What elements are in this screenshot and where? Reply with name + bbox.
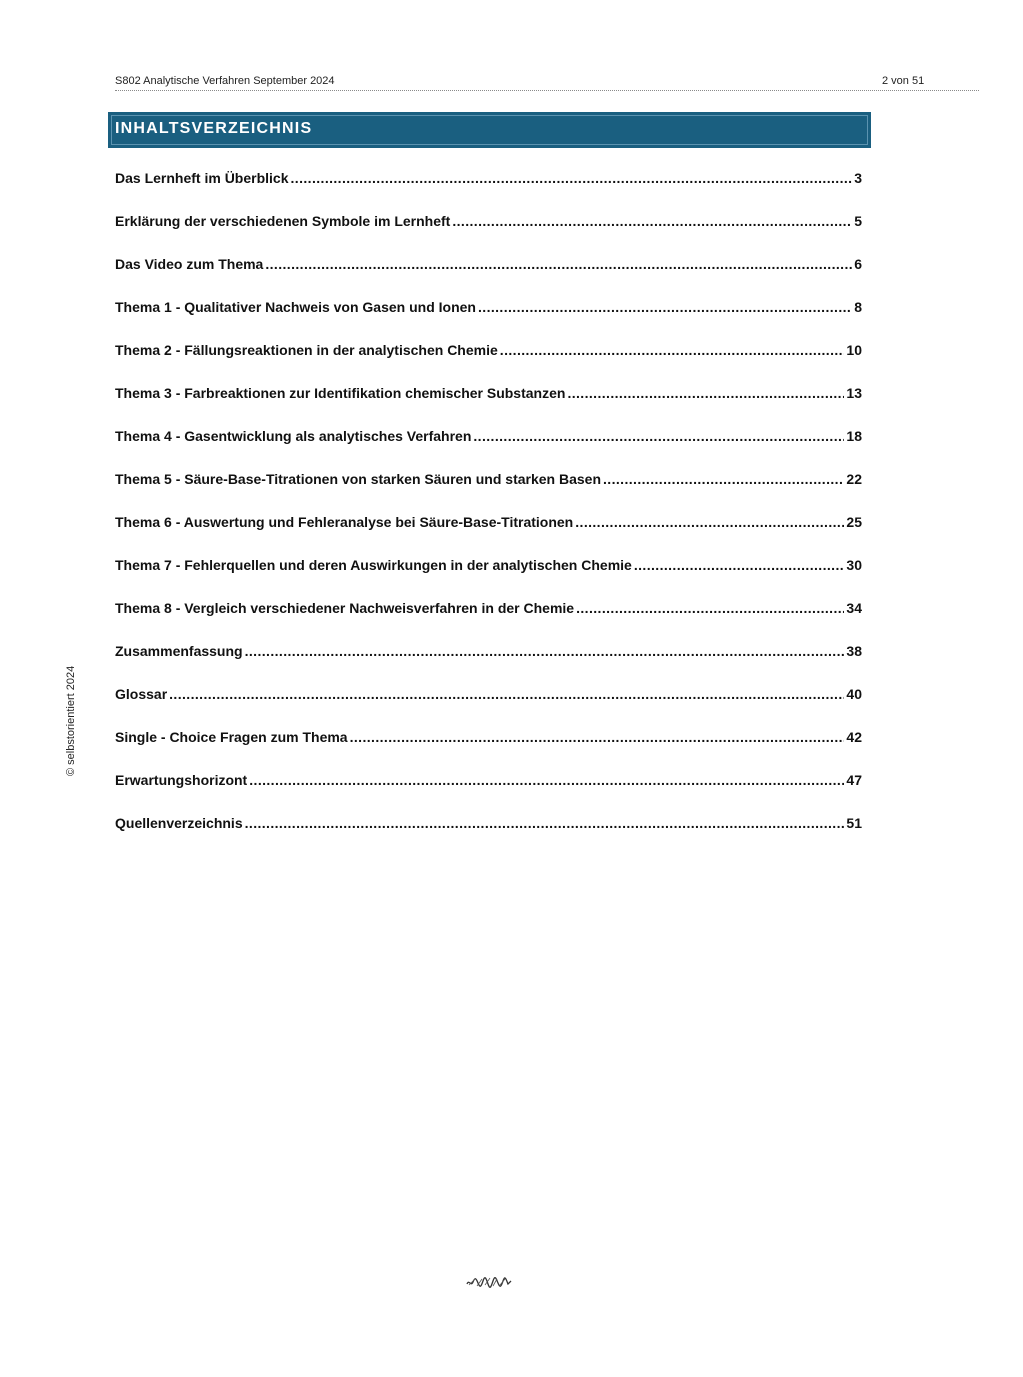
- toc-entry-page-number: 42: [846, 729, 862, 745]
- toc-entry-page-number: 3: [854, 170, 862, 186]
- toc-entry[interactable]: [115, 640, 862, 683]
- toc-entry[interactable]: [115, 554, 862, 597]
- logo-scribble-icon: [466, 1275, 512, 1289]
- toc-dot-leader: [169, 683, 844, 705]
- toc-dot-leader: [473, 425, 844, 447]
- toc-dot-leader: [634, 554, 845, 576]
- copyright-vertical: © selbstorientiert 2024: [65, 665, 77, 776]
- toc-dot-leader: [567, 382, 844, 404]
- toc-entry[interactable]: [115, 597, 862, 640]
- toc-entry-page-number: 34: [846, 600, 862, 616]
- toc-dot-leader: [350, 726, 845, 748]
- toc-dot-leader: [245, 812, 845, 834]
- toc-entry[interactable]: [115, 382, 862, 425]
- toc-entry-page-number: 10: [846, 342, 862, 358]
- toc-heading: INHALTSVERZEICHNIS: [115, 120, 313, 137]
- toc-dot-leader: [500, 339, 845, 361]
- toc-entry[interactable]: [115, 253, 862, 296]
- toc-entry[interactable]: [115, 339, 862, 382]
- toc-entry-page-number: 6: [854, 256, 862, 272]
- toc-dot-leader: [603, 468, 844, 490]
- toc-entry-title[interactable]: Thema 6 - Auswertung und Fehleranalyse bei Säure-Base-Titrationen: [115, 514, 574, 530]
- toc-entry-title[interactable]: Das Lernheft im Überblick: [115, 170, 289, 186]
- toc-entry[interactable]: [115, 468, 862, 511]
- toc-entry-page-number: 40: [846, 686, 862, 702]
- toc-entry-title[interactable]: Thema 1 - Qualitativer Nachweis von Gasen und Ionen: [115, 299, 476, 315]
- toc-entry-title[interactable]: Thema 7 - Fehlerquellen und deren Auswirkungen in der analytischen Chemie: [115, 557, 632, 573]
- page-header: [115, 74, 979, 91]
- toc-entry-title[interactable]: Thema 5 - Säure-Base-Titrationen von starken Säuren und starken Basen: [115, 471, 602, 487]
- selbstorientiert-logo-icon: [466, 1275, 512, 1289]
- toc-entry-title[interactable]: Das Video zum Thema: [115, 256, 264, 272]
- document-title: S802 Analytische Verfahren September 2024: [115, 75, 335, 87]
- toc-entry-page-number: 38: [846, 643, 862, 659]
- toc-entry[interactable]: [115, 425, 862, 468]
- toc-entry-page-number: 13: [846, 385, 862, 401]
- toc-entry-page-number: 25: [846, 514, 862, 530]
- toc-entry-title[interactable]: Single - Choice Fragen zum Thema: [115, 729, 348, 745]
- toc-entry[interactable]: [115, 511, 862, 554]
- toc-list: [115, 167, 862, 855]
- toc-entry-title[interactable]: Glossar: [115, 686, 168, 702]
- toc-entry-title[interactable]: Erwartungshorizont: [115, 772, 248, 788]
- toc-entry[interactable]: [115, 210, 862, 253]
- toc-entry-page-number: 30: [846, 557, 862, 573]
- toc-dot-leader: [291, 167, 853, 189]
- toc-dot-leader: [452, 210, 852, 232]
- toc-dot-leader: [576, 597, 844, 619]
- toc-entry[interactable]: [115, 296, 862, 339]
- toc-dot-leader: [245, 640, 845, 662]
- toc-dot-leader: [249, 769, 844, 791]
- toc-entry[interactable]: [115, 769, 862, 812]
- toc-entry-page-number: 18: [846, 428, 862, 444]
- toc-entry-page-number: 22: [846, 471, 862, 487]
- toc-entry-page-number: 8: [854, 299, 862, 315]
- toc-entry-page-number: 5: [854, 213, 862, 229]
- toc-entry-title[interactable]: Thema 8 - Vergleich verschiedener Nachweisverfahren in der Chemie: [115, 600, 575, 616]
- toc-heading-banner: [108, 112, 871, 148]
- toc-entry-title[interactable]: Quellenverzeichnis: [115, 815, 243, 831]
- toc-entry[interactable]: [115, 726, 862, 769]
- toc-entry[interactable]: [115, 683, 862, 726]
- toc-entry-page-number: 51: [846, 815, 862, 831]
- toc-entry-title[interactable]: Thema 3 - Farbreaktionen zur Identifikation chemischer Substanzen: [115, 385, 566, 401]
- toc-dot-leader: [478, 296, 852, 318]
- toc-entry[interactable]: [115, 167, 862, 210]
- toc-entry[interactable]: [115, 812, 862, 855]
- toc-entry-title[interactable]: Erklärung der verschiedenen Symbole im Lernheft: [115, 213, 451, 229]
- page-number: 2 von 51: [882, 75, 925, 87]
- toc-entry-title[interactable]: Thema 4 - Gasentwicklung als analytisches Verfahren: [115, 428, 472, 444]
- toc-entry-page-number: 47: [846, 772, 862, 788]
- toc-entry-title[interactable]: Zusammenfassung: [115, 643, 243, 659]
- toc-dot-leader: [265, 253, 852, 275]
- toc-entry-title[interactable]: Thema 2 - Fällungsreaktionen in der analytischen Chemie: [115, 342, 498, 358]
- toc-dot-leader: [575, 511, 844, 533]
